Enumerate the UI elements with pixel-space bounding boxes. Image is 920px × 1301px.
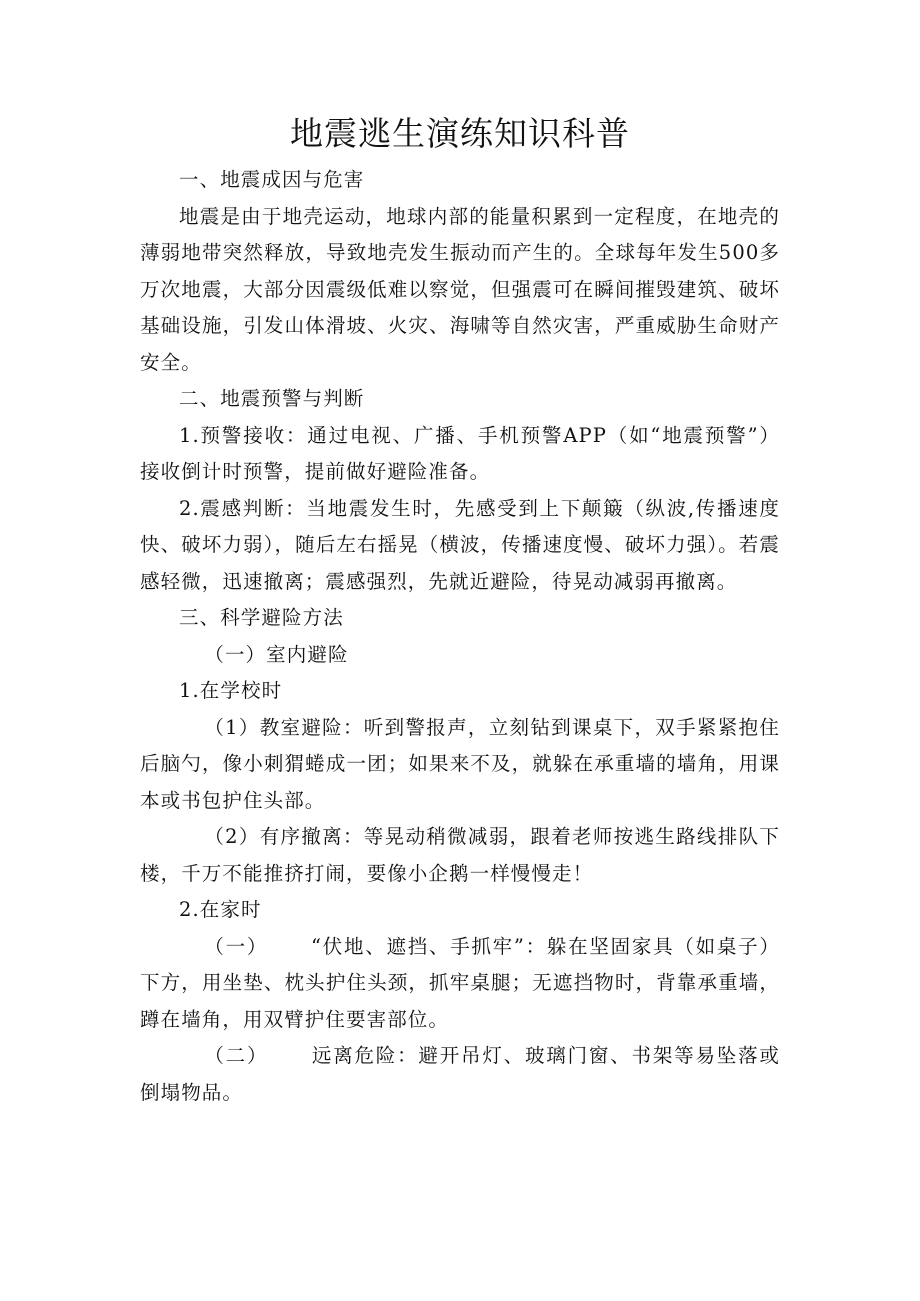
- section-heading-causes: 一、地震成因与危害: [179, 168, 365, 191]
- subheading-school: 1.在学校时: [179, 679, 283, 702]
- paragraph-school-evacuate: （2）有序撤离：等晃动稍微减弱，跟着老师按逃生路线排队下楼，千万不能推挤打闹，要像小企鹅一样慢慢走！: [140, 825, 780, 885]
- list-label-one: （一）: [204, 934, 269, 958]
- paragraph-home-avoid: [140, 1038, 780, 1111]
- paragraph-causes: 地震是由于地壳运动，地球内部的能量积累到一定程度，在地壳的薄弱地带突然释放，导致地壳发生振动而产生的。全球每年发生500多万次地震，大部分因震级低难以察觉，但强震可在瞬间摧毁建筑、破坏基础设施，引发山体滑坡、火灾、海啸等自然灾害，严重威胁生命财产安全。: [140, 204, 780, 374]
- paragraph-home-cover: [140, 929, 780, 1039]
- paragraph-school-classroom: （1）教室避险：听到警报声，立刻钻到课桌下，双手紧紧抱住后脑勺，像小刺猬蜷成一团；如果来不及，就躲在承重墙的墙角，用课本或书包护住头部。: [140, 715, 780, 812]
- subheading-home: 2.在家时: [179, 898, 262, 921]
- list-text-avoid: 远离危险：避开吊灯、玻璃门窗、书架等易坠落或倒塌物品。: [140, 1044, 780, 1104]
- section-heading-warning: 二、地震预警与判断: [179, 387, 365, 410]
- paragraph-warning-judge: 2.震感判断：当地震发生时，先感受到上下颠簸（纵波,传播速度快、破坏力弱），随后左右摇晃（横波，传播速度慢、破坏力强）。若震感轻微，迅速撤离；震感强烈，先就近避险，待晃动减弱再撤离。: [140, 496, 780, 593]
- subheading-indoor: （一）室内避险: [204, 642, 349, 666]
- document-body: [140, 162, 780, 1111]
- document-title: 地震逃生演练知识科普: [290, 114, 630, 153]
- paragraph-warning-receive: 1.预警接收：通过电视、广播、手机预警APP（如“地震预警”）接收倒计时预警，提前做好避险准备。: [140, 423, 780, 483]
- list-label-two: （二）: [204, 1044, 269, 1067]
- list-text-cover: “伏地、遮挡、手抓牢”：躲在坚固家具（如桌子）下方，用坐垫、枕头护住头颈，抓牢桌腿；无遮挡物时，背靠承重墙，蹲在墙角，用双臂护住要害部位。: [140, 934, 780, 1031]
- section-heading-methods: 三、科学避险方法: [179, 606, 344, 629]
